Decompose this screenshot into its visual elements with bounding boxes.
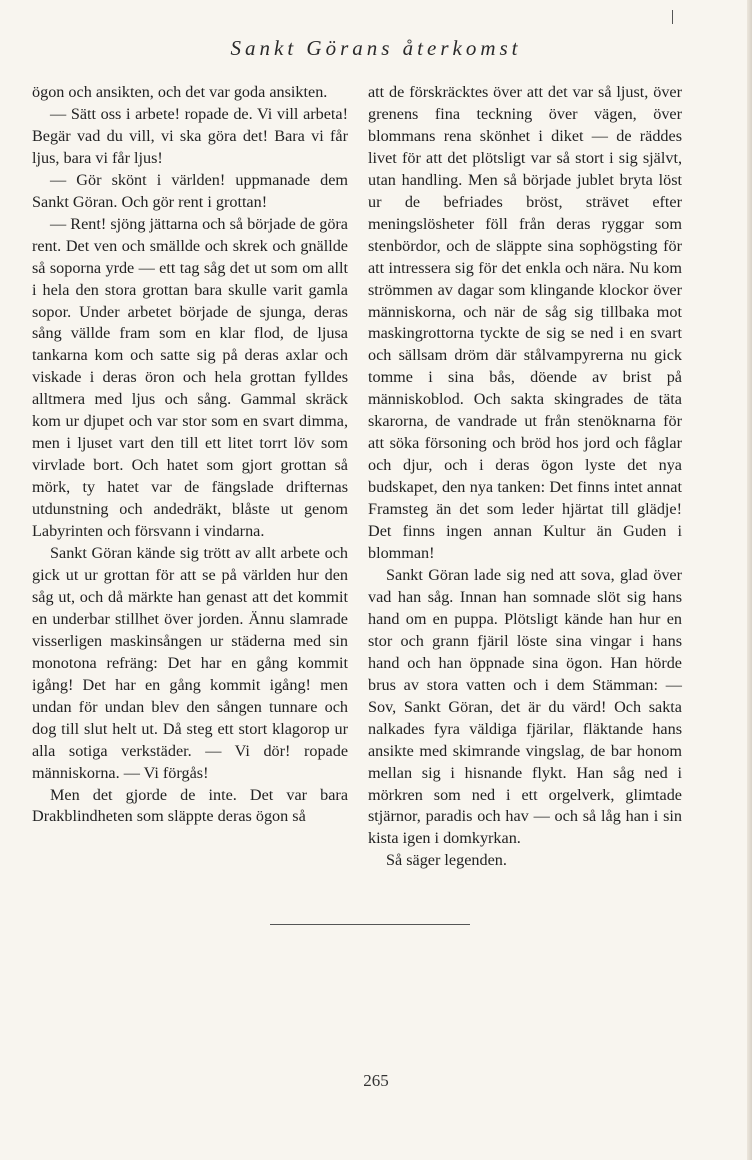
paragraph: ögon och ansikten, och det var goda ansikten. xyxy=(32,83,328,101)
page-edge xyxy=(747,0,752,1160)
paragraph: Så säger legenden. xyxy=(386,851,507,870)
paragraph: Sankt Göran kände sig trött av allt arbete och gick ut ur grottan för att se på världen hur den såg ut, och då märkte han genast att det kommit en underbar stillhet över jorden. Ännu slamrade visserligen maskinsången ur städerna med sin monotona refräng: Det har en gång kommit igång! Det har en gång kommit igång! men undan för undan blev den sången tunnare och dog till slut helt ut. Då steg ett stort klagorop ur alla sotiga verkstäder. — Vi dör! ropade människorna. — Vi förgås! xyxy=(32,544,348,782)
section-divider xyxy=(270,924,470,925)
paragraph: — Sätt oss i arbete! ropade de. Vi vill arbeta! Begär vad du vill, vi ska göra det! Bara vi får ljus, bara vi får ljus! xyxy=(32,104,348,167)
paragraph: — Gör skönt i världen! uppmanade dem Sankt Göran. Och gör rent i grottan! xyxy=(32,170,348,211)
paragraph: Men det gjorde de inte. Det var bara Drakblindheten som släppte deras ögon så xyxy=(32,785,348,826)
corner-mark xyxy=(672,10,673,24)
paragraph: — Rent! sjöng jättarna och så började de göra rent. Det ven och smällde och skrek och gnällde så soporna yrde — ett tag såg det ut som om allt i hela den stora grottan bara skulle varit gamla sopor. Under arbetet började de sjunga, deras sång vällde fram som en klar flod, de ljusa tankarna kom och satte sig på deras axlar och viskade i deras öron och hela grottan fylldes alltmera med ljus och sång. Gammal skräck kom ur djupet och var stor som en svart dimma, men i ljuset vart den till ett litet torrt löv som virvlade bort. Och hatet som gjort grottan så mörk, ty hatet var de fängslade drifternas utdunstning och andedräkt, blåste ut genom Labyrinten och försvann i vindarna. xyxy=(32,214,348,541)
running-title: Sankt Görans återkomst xyxy=(230,36,522,60)
left-column xyxy=(32,82,348,828)
paragraph: att de förskräcktes över att det var så ljust, över grenens fina teckning över vägen, över blommans rena skönhet i diket — de räddes livet för att det plötsligt var så stort i sig självt, utan handling. Men så började jublet bryta löst ur de befriades bröst, strävet efter meningslösheter föll från deras ryggar som stenbördor, och de släppte sina sophögsting för att intressera sig för det enkla och nära. Nu kom strömmen av dagar som klingande klockor över människorna, och när de såg sig tillbaka mot maskingrottorna tyckte de sig se ned i en svart och sällsam dröm där stålvampyrerna nu gick tomme i sina bås, döende av brist på människoblod. Och sakta skingrades de täta skarorna, de vandrade ut från stenöknarna för att söka försoning och bröd hos jord och fåglar och djur, och i deras ögon lyste det nya budskapet, den nya tanken: Det finns intet annat Framsteg än det som leder hjärtat till glädje! Det finns ingen annan Kultur än Guden i blomman! xyxy=(368,83,682,563)
right-column xyxy=(368,82,682,872)
paragraph: Sankt Göran lade sig ned att sova, glad över vad han såg. Innan han somnade slöt sig hans hand om en puppa. Plötsligt kände han hur en stor och grann fjäril löste sina vingar i hans hand och han öppnade sina ögon. Han hörde brus av stora vatten och i dem Stämman: — Sov, Sankt Göran, det är du värd! Och sakta nalkades fyra väldiga fjärilar, fläktande hans ansikte med skimrande vingslag, de bar honom mellan sig i hisnande flykt. Han såg ned i mörkren som ned i ett orgelverk, glimtade stjärnor, paradis och hav — och så låg han i sin kista igen i domkyrkan. xyxy=(368,565,682,848)
page-number: 265 xyxy=(363,1071,389,1090)
